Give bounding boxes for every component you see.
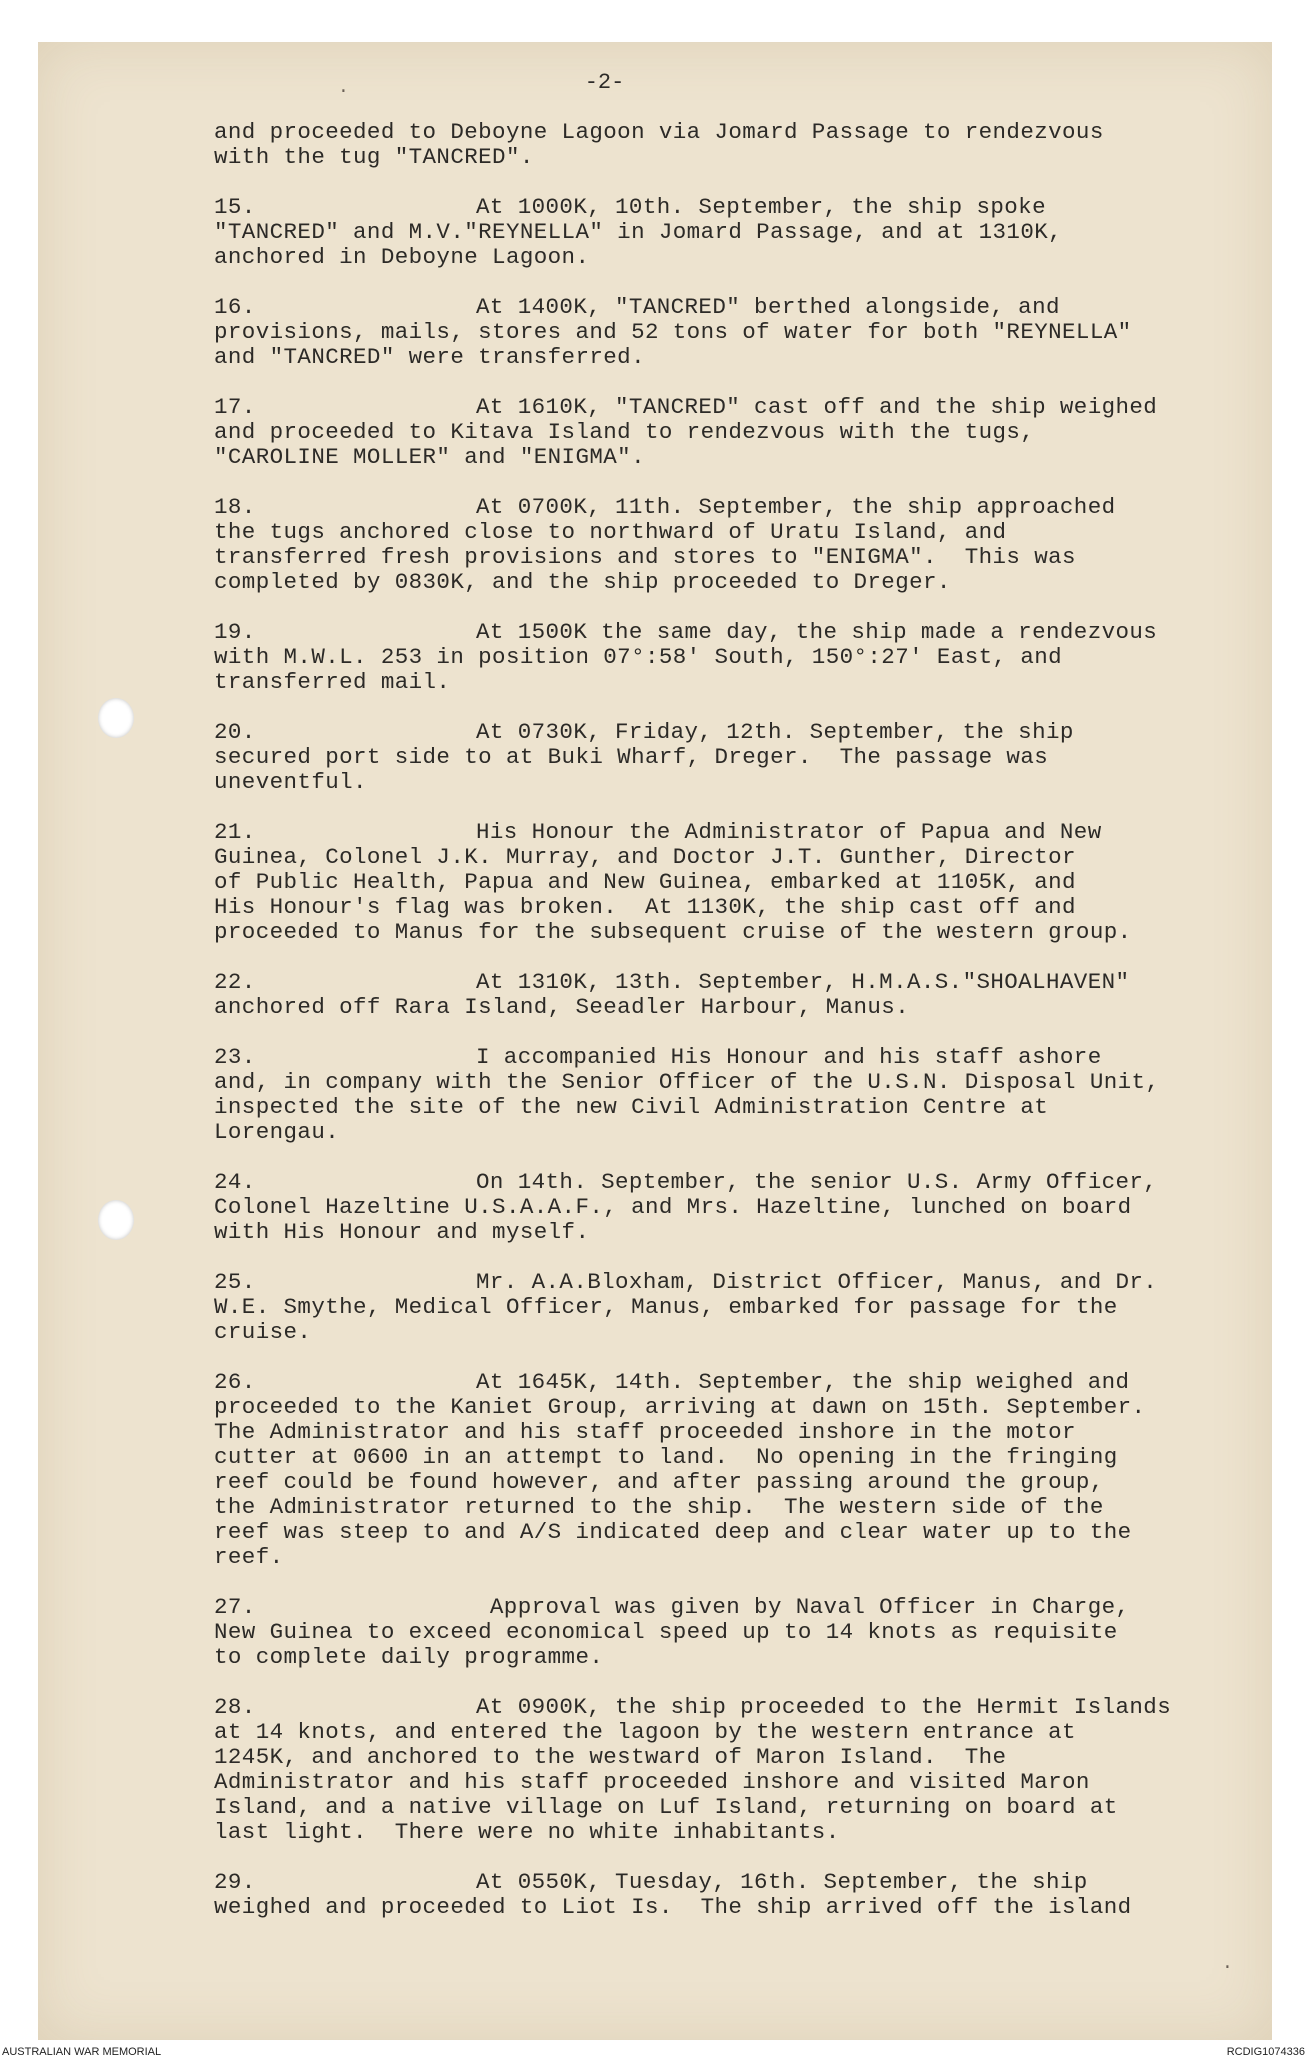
text-line: reef was steep to and A/S indicated deep and clear water up to the xyxy=(214,1519,1132,1545)
paragraph-number: 16. xyxy=(214,294,256,320)
text-line xyxy=(214,970,1274,995)
text-line: cruise. xyxy=(214,1319,312,1345)
text-line: Colonel Hazeltine U.S.A.A.F., and Mrs. Hazeltine, lunched on board xyxy=(214,1194,1132,1220)
continuation-paragraph xyxy=(214,120,1274,170)
paragraph-number: 27. xyxy=(214,1594,256,1620)
text-line: with His Honour and myself. xyxy=(214,1219,590,1245)
text-line: "CAROLINE MOLLER" and "ENIGMA". xyxy=(214,444,645,470)
text-line xyxy=(214,1270,1274,1295)
paragraph-lead-text: Mr. A.A.Bloxham, District Officer, Manus, and Dr. xyxy=(476,1269,1158,1295)
text-line xyxy=(214,495,1274,520)
text-line: and proceeded to Deboyne Lagoon via Jomard Passage to rendezvous xyxy=(214,119,1104,145)
paragraph-number: 19. xyxy=(214,619,256,645)
paragraph-number: 21. xyxy=(214,819,256,845)
paragraph-number: 20. xyxy=(214,719,256,745)
text-line: last light. There were no white inhabitants. xyxy=(214,1819,840,1845)
numbered-paragraph xyxy=(214,970,1274,1020)
paragraph-lead-text: On 14th. September, the senior U.S. Army Officer, xyxy=(476,1169,1158,1195)
footer-record-id: RCDIG1074336 xyxy=(1226,2046,1305,2058)
archive-footer xyxy=(0,2046,1309,2061)
numbered-paragraph xyxy=(214,1045,1274,1145)
paragraph-number: 23. xyxy=(214,1044,256,1070)
text-line: New Guinea to exceed economical speed up to 14 knots as requisite xyxy=(214,1619,1118,1645)
text-line: and, in company with the Senior Officer of the U.S.N. Disposal Unit, xyxy=(214,1069,1160,1095)
text-line xyxy=(214,1695,1274,1720)
text-line: proceeded to the Kaniet Group, arriving at dawn on 15th. September. xyxy=(214,1394,1146,1420)
text-line: and "TANCRED" were transferred. xyxy=(214,344,645,370)
text-line xyxy=(214,820,1274,845)
numbered-paragraph xyxy=(214,720,1274,795)
text-line xyxy=(214,1595,1274,1620)
numbered-paragraph xyxy=(214,1170,1274,1245)
numbered-paragraph xyxy=(214,1370,1274,1570)
text-line: completed by 0830K, and the ship proceeded to Dreger. xyxy=(214,569,951,595)
text-line xyxy=(214,620,1274,645)
paragraph-number: 26. xyxy=(214,1369,256,1395)
text-line: to complete daily programme. xyxy=(214,1644,604,1670)
paragraph-number: 28. xyxy=(214,1694,256,1720)
punch-hole-top xyxy=(98,698,134,738)
paragraph-number: 25. xyxy=(214,1269,256,1295)
numbered-paragraph xyxy=(214,495,1274,595)
numbered-paragraph xyxy=(214,1270,1274,1345)
paragraph-lead-text: At 1310K, 13th. September, H.M.A.S."SHOALHAVEN" xyxy=(476,969,1130,995)
text-line: Administrator and his staff proceeded inshore and visited Maron xyxy=(214,1769,1090,1795)
numbered-paragraph xyxy=(214,620,1274,695)
text-line xyxy=(214,295,1274,320)
text-line: with the tug "TANCRED". xyxy=(214,144,534,170)
paragraph-lead-text: His Honour the Administrator of Papua and New xyxy=(476,819,1102,845)
numbered-paragraph xyxy=(214,1870,1274,1920)
paragraph-number: 15. xyxy=(214,194,256,220)
paragraph-lead-text: At 1000K, 10th. September, the ship spoke xyxy=(476,194,1046,220)
text-line: "TANCRED" and M.V."REYNELLA" in Jomard Passage, and at 1310K, xyxy=(214,219,1063,245)
text-line: The Administrator and his staff proceeded inshore in the motor xyxy=(214,1419,1076,1445)
text-line: the tugs anchored close to northward of Uratu Island, and xyxy=(214,519,1007,545)
paragraph-lead-text: Approval was given by Naval Officer in Charge, xyxy=(476,1594,1130,1620)
text-line: transferred fresh provisions and stores to "ENIGMA". This was xyxy=(214,544,1076,570)
text-line: anchored off Rara Island, Seeadler Harbour, Manus. xyxy=(214,994,910,1020)
numbered-paragraph xyxy=(214,820,1274,945)
paragraph-lead-text: At 1610K, "TANCRED" cast off and the ship weighed xyxy=(476,394,1158,420)
paragraph-lead-text: At 0550K, Tuesday, 16th. September, the ship xyxy=(476,1869,1088,1895)
paragraph-number: 22. xyxy=(214,969,256,995)
paragraph-lead-text: At 1645K, 14th. September, the ship weighed and xyxy=(476,1369,1130,1395)
paragraph-number: 29. xyxy=(214,1869,256,1895)
text-line: inspected the site of the new Civil Administration Centre at xyxy=(214,1094,1049,1120)
stray-mark: · xyxy=(1222,1958,1233,1978)
text-line: the Administrator returned to the ship. The western side of the xyxy=(214,1494,1104,1520)
text-line: reef could be found however, and after passing around the group, xyxy=(214,1469,1104,1495)
numbered-paragraph xyxy=(214,1595,1274,1670)
numbered-paragraph xyxy=(214,1695,1274,1845)
text-line xyxy=(214,1045,1274,1070)
paragraph-lead-text: At 0700K, 11th. September, the ship approached xyxy=(476,494,1116,520)
paragraph-number: 24. xyxy=(214,1169,256,1195)
text-line: 1245K, and anchored to the westward of Maron Island. The xyxy=(214,1744,1007,1770)
text-line: at 14 knots, and entered the lagoon by the western entrance at xyxy=(214,1719,1076,1745)
text-line: anchored in Deboyne Lagoon. xyxy=(214,244,590,270)
paragraph-lead-text: I accompanied His Honour and his staff ashore xyxy=(476,1044,1102,1070)
text-line xyxy=(214,1170,1274,1195)
text-line xyxy=(214,720,1274,745)
document-body xyxy=(214,120,1274,1945)
text-line: Island, and a native village on Luf Island, returning on board at xyxy=(214,1794,1118,1820)
numbered-paragraph xyxy=(214,295,1274,370)
text-line: weighed and proceeded to Liot Is. The ship arrived off the island xyxy=(214,1894,1132,1920)
text-line: Guinea, Colonel J.K. Murray, and Doctor J.T. Gunther, Director xyxy=(214,844,1076,870)
text-line xyxy=(214,1870,1274,1895)
paragraph-number: 18. xyxy=(214,494,256,520)
numbered-paragraph xyxy=(214,195,1274,270)
stray-mark: · xyxy=(338,82,349,102)
text-line: His Honour's flag was broken. At 1130K, the ship cast off and xyxy=(214,894,1076,920)
text-line: provisions, mails, stores and 52 tons of water for both "REYNELLA" xyxy=(214,319,1132,345)
text-line xyxy=(214,195,1274,220)
text-line: secured port side to at Buki Wharf, Dreger. The passage was xyxy=(214,744,1049,770)
paragraph-number: 17. xyxy=(214,394,256,420)
footer-institution: AUSTRALIAN WAR MEMORIAL xyxy=(2,2046,162,2058)
text-line: W.E. Smythe, Medical Officer, Manus, embarked for passage for the xyxy=(214,1294,1118,1320)
text-line: and proceeded to Kitava Island to rendezvous with the tugs, xyxy=(214,419,1035,445)
text-line xyxy=(214,395,1274,420)
paragraph-lead-text: At 0730K, Friday, 12th. September, the ship xyxy=(476,719,1074,745)
paragraph-lead-text: At 1500K the same day, the ship made a rendezvous xyxy=(476,619,1158,645)
text-line: Lorengau. xyxy=(214,1119,340,1145)
numbered-paragraph xyxy=(214,395,1274,470)
text-line: reef. xyxy=(214,1544,284,1570)
text-line xyxy=(214,1370,1274,1395)
page-number: -2- xyxy=(584,70,625,95)
text-line: cutter at 0600 in an attempt to land. No opening in the fringing xyxy=(214,1444,1118,1470)
text-line: uneventful. xyxy=(214,769,367,795)
paragraph-lead-text: At 0900K, the ship proceeded to the Hermit Islands xyxy=(476,1694,1172,1720)
text-line: of Public Health, Papua and New Guinea, embarked at 1105K, and xyxy=(214,869,1076,895)
text-line: with M.W.L. 253 in position 07°:58' South, 150°:27' East, and xyxy=(214,644,1063,670)
text-line: transferred mail. xyxy=(214,669,451,695)
paragraph-lead-text: At 1400K, "TANCRED" berthed alongside, and xyxy=(476,294,1060,320)
text-line: proceeded to Manus for the subsequent cruise of the western group. xyxy=(214,919,1132,945)
punch-hole-bottom xyxy=(98,1200,134,1240)
